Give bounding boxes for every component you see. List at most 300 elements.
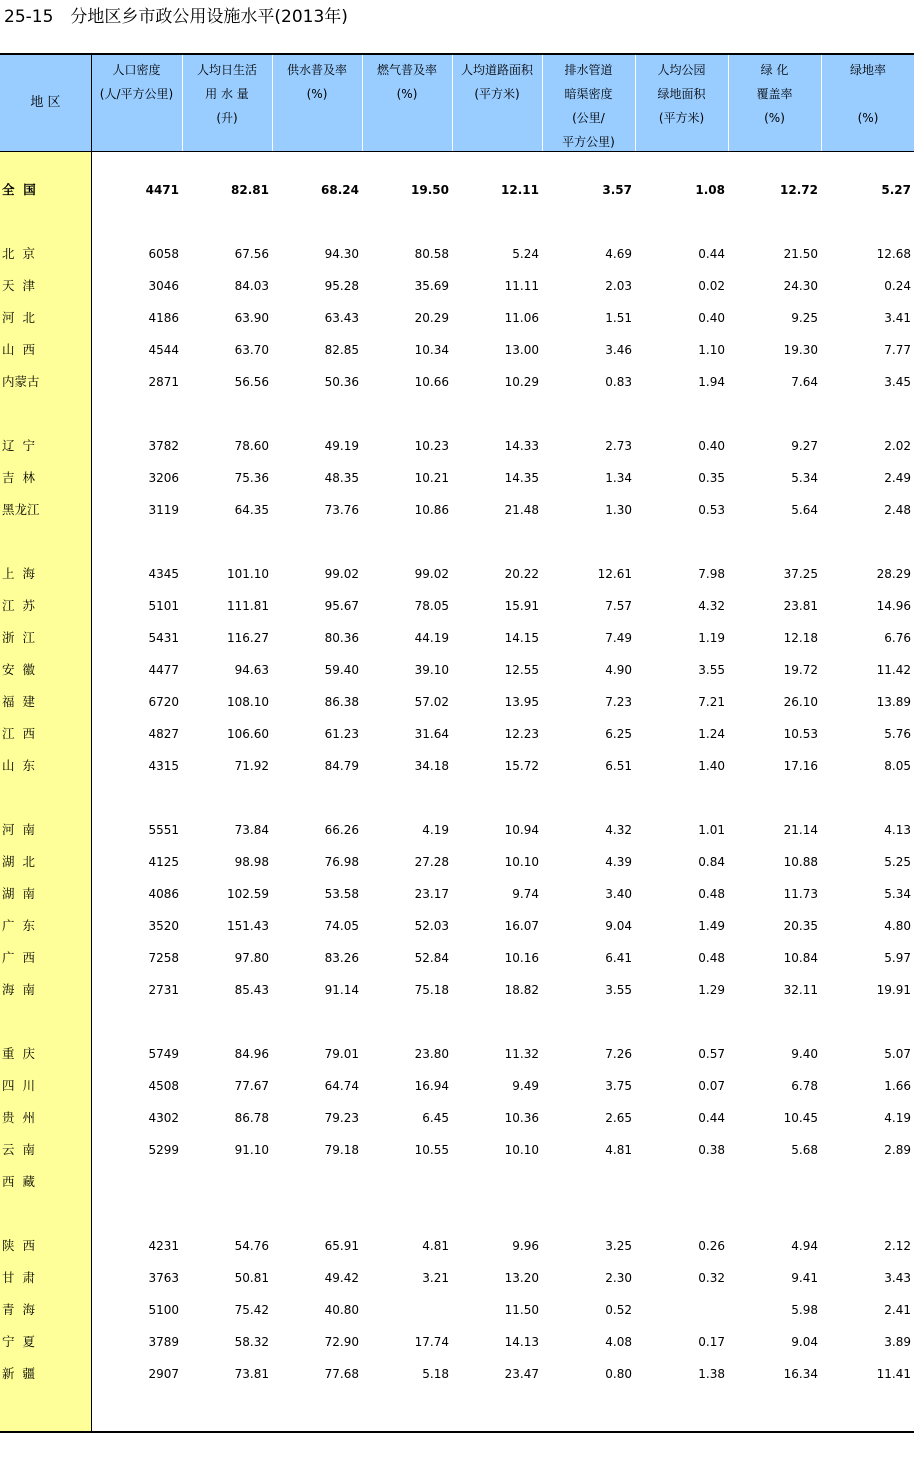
column-header-7: [635, 55, 727, 151]
table-cell: 13.95: [504, 695, 539, 709]
table-row: [0, 276, 914, 296]
data-table: [0, 53, 914, 1433]
table-cell: 106.60: [227, 727, 269, 741]
region-name: 湖 北: [2, 854, 35, 869]
table-cell: 0.07: [698, 1079, 725, 1093]
region-name: 江 苏: [2, 598, 35, 613]
table-cell: 3.21: [422, 1271, 449, 1285]
table-cell: 0.84: [698, 855, 725, 869]
table-cell: 2.48: [884, 503, 911, 517]
table-cell: 1.19: [698, 631, 725, 645]
table-cell: 95.28: [324, 279, 359, 293]
table-cell: 23.17: [414, 887, 449, 901]
region-name: 重 庆: [2, 1046, 35, 1061]
column-header-1: [92, 55, 181, 151]
column-header-line: (平方米): [658, 111, 705, 125]
table-cell: 9.41: [791, 1271, 818, 1285]
table-cell: 12.11: [501, 183, 539, 197]
table-cell: 94.63: [234, 663, 269, 677]
table-cell: 10.86: [414, 503, 449, 517]
region-name: 上 海: [2, 566, 35, 581]
table-cell: 5.64: [791, 503, 818, 517]
table-cell: 64.35: [234, 503, 269, 517]
table-cell: 4.19: [884, 1111, 911, 1125]
column-header-line: 供水普及率: [286, 63, 347, 77]
table-cell: 79.23: [324, 1111, 359, 1125]
table-cell: 7.57: [605, 599, 632, 613]
table-cell: 2.89: [884, 1143, 911, 1157]
table-cell: 63.90: [234, 311, 269, 325]
table-cell: 79.18: [324, 1143, 359, 1157]
table-cell: 7.26: [605, 1047, 632, 1061]
table-cell: 4.90: [605, 663, 632, 677]
table-cell: 40.80: [324, 1303, 359, 1317]
table-cell: 14.13: [504, 1335, 539, 1349]
table-cell: 50.36: [324, 375, 359, 389]
table-cell: 101.10: [227, 567, 269, 581]
table-cell: 53.58: [324, 887, 359, 901]
table-cell: 7.21: [698, 695, 725, 709]
table-cell: 1.49: [698, 919, 725, 933]
table-cell: 10.45: [783, 1111, 818, 1125]
table-cell: 14.33: [504, 439, 539, 453]
table-cell: 20.29: [414, 311, 449, 325]
table-cell: 11.32: [504, 1047, 539, 1061]
table-row: [0, 340, 914, 360]
table-cell: 4.69: [605, 247, 632, 261]
table-cell: 5100: [148, 1303, 179, 1317]
table-cell: 9.49: [512, 1079, 539, 1093]
national-total-row: [0, 180, 914, 200]
table-cell: 4.81: [605, 1143, 632, 1157]
table-cell: 73.76: [324, 503, 359, 517]
table-cell: 7.64: [791, 375, 818, 389]
table-cell: 3.55: [605, 983, 632, 997]
table-cell: 5299: [148, 1143, 179, 1157]
region-name: 黑龙江: [2, 502, 40, 517]
table-cell: 4125: [148, 855, 179, 869]
table-cell: 7.49: [605, 631, 632, 645]
column-header-line: (升): [216, 111, 238, 125]
table-cell: 4827: [148, 727, 179, 741]
table-cell: 10.34: [414, 343, 449, 357]
table-row: [0, 852, 914, 872]
region-name: 北 京: [2, 246, 35, 261]
table-cell: 98.98: [234, 855, 269, 869]
region-name: 江 西: [2, 726, 35, 741]
region-name: 广 西: [2, 950, 35, 965]
table-cell: 7.98: [698, 567, 725, 581]
region-name: 西 藏: [2, 1174, 35, 1189]
table-cell: 5.07: [884, 1047, 911, 1061]
table-cell: 3.45: [884, 375, 911, 389]
table-cell: 1.34: [605, 471, 632, 485]
table-cell: 50.81: [234, 1271, 269, 1285]
region-column-header: 地 区: [30, 95, 61, 110]
table-cell: 16.34: [783, 1367, 818, 1381]
column-header-line: (%): [857, 111, 879, 125]
table-cell: 73.81: [234, 1367, 269, 1381]
column-header-line: 人均日生活: [196, 63, 257, 77]
table-cell: 23.47: [504, 1367, 539, 1381]
table-cell: 91.10: [234, 1143, 269, 1157]
table-cell: 0.02: [698, 279, 725, 293]
table-cell: 13.89: [876, 695, 911, 709]
table-cell: 11.73: [783, 887, 818, 901]
column-header-4: [362, 55, 451, 151]
table-cell: 3.89: [884, 1335, 911, 1349]
table-cell: 4.32: [605, 823, 632, 837]
region-name: 全 国: [2, 182, 36, 197]
table-cell: 35.69: [414, 279, 449, 293]
table-row: [0, 564, 914, 584]
table-cell: 4.94: [791, 1239, 818, 1253]
table-cell: 12.61: [597, 567, 632, 581]
table-cell: 2.65: [605, 1111, 632, 1125]
header-rule: [0, 151, 914, 152]
table-cell: 102.59: [227, 887, 269, 901]
table-row: [0, 1044, 914, 1064]
table-row: [0, 244, 914, 264]
table-row: [0, 1364, 914, 1384]
table-cell: 4302: [148, 1111, 179, 1125]
table-cell: 99.02: [324, 567, 359, 581]
table-cell: 4086: [148, 887, 179, 901]
table-cell: 52.03: [414, 919, 449, 933]
region-name: 浙 江: [2, 630, 35, 645]
table-cell: 3.55: [698, 663, 725, 677]
table-cell: 5.25: [884, 855, 911, 869]
table-row: [0, 916, 914, 936]
table-cell: 99.02: [414, 567, 449, 581]
table-cell: 84.79: [324, 759, 359, 773]
table-row: [0, 1076, 914, 1096]
table-cell: 20.35: [783, 919, 818, 933]
table-cell: 77.67: [234, 1079, 269, 1093]
table-cell: 48.35: [324, 471, 359, 485]
region-name: 安 徽: [2, 662, 35, 677]
table-cell: 3.41: [884, 311, 911, 325]
table-cell: 3119: [148, 503, 179, 517]
table-cell: 11.06: [504, 311, 539, 325]
table-row: [0, 1268, 914, 1288]
table-row: [0, 1300, 914, 1320]
table-cell: 3046: [148, 279, 179, 293]
table-cell: 0.53: [698, 503, 725, 517]
table-bottom-rule: [0, 1431, 914, 1433]
column-header-line: (%): [396, 87, 418, 101]
table-cell: 9.04: [605, 919, 632, 933]
table-cell: 3.40: [605, 887, 632, 901]
table-cell: 61.23: [324, 727, 359, 741]
table-cell: 52.84: [414, 951, 449, 965]
table-cell: 16.07: [504, 919, 539, 933]
table-row: [0, 660, 914, 680]
table-cell: 9.40: [791, 1047, 818, 1061]
table-cell: 28.29: [876, 567, 911, 581]
table-cell: 4508: [148, 1079, 179, 1093]
column-header-line: (%): [306, 87, 328, 101]
table-cell: 71.92: [234, 759, 269, 773]
table-cell: 12.18: [783, 631, 818, 645]
table-cell: 59.40: [324, 663, 359, 677]
table-cell: 73.84: [234, 823, 269, 837]
table-cell: 0.52: [605, 1303, 632, 1317]
table-cell: 116.27: [227, 631, 269, 645]
table-cell: 74.05: [324, 919, 359, 933]
table-cell: 0.40: [698, 311, 725, 325]
table-cell: 4.08: [605, 1335, 632, 1349]
table-cell: 4477: [148, 663, 179, 677]
region-name: 福 建: [2, 694, 35, 709]
table-cell: 10.88: [783, 855, 818, 869]
table-cell: 3.43: [884, 1271, 911, 1285]
region-name: 青 海: [2, 1302, 35, 1317]
column-header-line: 排水管道: [564, 63, 613, 77]
column-header-line: (人/平方公里): [99, 87, 174, 101]
table-cell: 10.29: [504, 375, 539, 389]
table-cell: 9.74: [512, 887, 539, 901]
table-cell: 10.16: [504, 951, 539, 965]
table-cell: 37.25: [783, 567, 818, 581]
table-cell: 1.40: [698, 759, 725, 773]
table-row: [0, 596, 914, 616]
column-header-line: [822, 82, 914, 106]
table-cell: 18.82: [504, 983, 539, 997]
table-cell: 64.74: [324, 1079, 359, 1093]
column-header-line: 暗渠密度: [564, 87, 613, 101]
table-cell: 2731: [148, 983, 179, 997]
table-cell: 151.43: [227, 919, 269, 933]
table-cell: 80.58: [414, 247, 449, 261]
table-cell: 3782: [148, 439, 179, 453]
table-cell: 86.38: [324, 695, 359, 709]
table-cell: 0.17: [698, 1335, 725, 1349]
column-header-line: (平方米): [474, 87, 520, 101]
table-cell: 0.26: [698, 1239, 725, 1253]
table-cell: 0.57: [698, 1047, 725, 1061]
table-cell: 78.60: [234, 439, 269, 453]
table-cell: 1.94: [698, 375, 725, 389]
table-cell: 54.76: [234, 1239, 269, 1253]
table-cell: 13.00: [504, 343, 539, 357]
table-cell: 2.30: [605, 1271, 632, 1285]
table-cell: 19.72: [783, 663, 818, 677]
table-cell: 2.03: [605, 279, 632, 293]
table-cell: 91.14: [324, 983, 359, 997]
table-cell: 6058: [148, 247, 179, 261]
column-header-5: [452, 55, 541, 151]
table-cell: 6.45: [422, 1111, 449, 1125]
table-cell: 5.27: [881, 183, 911, 197]
table-cell: 3.46: [605, 343, 632, 357]
table-cell: 76.98: [324, 855, 359, 869]
table-cell: 6.25: [605, 727, 632, 741]
table-cell: 4345: [148, 567, 179, 581]
table-cell: 10.36: [504, 1111, 539, 1125]
region-name: 新 疆: [2, 1366, 35, 1381]
region-name: 内蒙古: [2, 374, 40, 389]
table-cell: 1.38: [698, 1367, 725, 1381]
table-cell: 66.26: [324, 823, 359, 837]
table-cell: 4186: [148, 311, 179, 325]
table-cell: 0.35: [698, 471, 725, 485]
table-cell: 39.10: [414, 663, 449, 677]
region-name: 山 西: [2, 342, 35, 357]
table-cell: 10.84: [783, 951, 818, 965]
table-row: [0, 948, 914, 968]
table-cell: 2.12: [884, 1239, 911, 1253]
region-name: 宁 夏: [2, 1334, 35, 1349]
table-cell: 49.19: [324, 439, 359, 453]
table-cell: 5.18: [422, 1367, 449, 1381]
table-cell: 63.70: [234, 343, 269, 357]
region-name: 山 东: [2, 758, 35, 773]
region-name: 四 川: [2, 1078, 35, 1093]
table-cell: 0.80: [605, 1367, 632, 1381]
table-cell: 21.50: [783, 247, 818, 261]
table-cell: 3789: [148, 1335, 179, 1349]
table-row: [0, 500, 914, 520]
table-row: [0, 692, 914, 712]
table-cell: 21.14: [783, 823, 818, 837]
region-name: 甘 肃: [2, 1270, 35, 1285]
table-cell: 14.35: [504, 471, 539, 485]
table-row: [0, 756, 914, 776]
table-cell: 97.80: [234, 951, 269, 965]
table-cell: 0.24: [884, 279, 911, 293]
table-cell: 65.91: [324, 1239, 359, 1253]
table-cell: 77.68: [324, 1367, 359, 1381]
column-header-line: 覆盖率: [756, 87, 793, 101]
table-cell: 17.16: [783, 759, 818, 773]
table-cell: 2907: [148, 1367, 179, 1381]
table-cell: 1.30: [605, 503, 632, 517]
table-cell: 0.48: [698, 951, 725, 965]
table-cell: 3.57: [602, 183, 632, 197]
table-cell: 3763: [148, 1271, 179, 1285]
table-cell: 78.05: [414, 599, 449, 613]
table-cell: 1.66: [884, 1079, 911, 1093]
table-cell: 11.50: [504, 1303, 539, 1317]
table-cell: 32.11: [783, 983, 818, 997]
column-header-2: [182, 55, 271, 151]
table-cell: 5.97: [884, 951, 911, 965]
table-row: [0, 628, 914, 648]
table-cell: 1.29: [698, 983, 725, 997]
table-row: [0, 468, 914, 488]
region-name: 云 南: [2, 1142, 35, 1157]
table-cell: 15.91: [504, 599, 539, 613]
table-cell: 14.15: [504, 631, 539, 645]
column-header-line: 绿地面积: [657, 87, 706, 101]
table-cell: 0.38: [698, 1143, 725, 1157]
column-header-line: 用 水 量: [205, 87, 249, 101]
table-cell: 80.36: [324, 631, 359, 645]
table-cell: 111.81: [227, 599, 269, 613]
table-cell: 13.20: [504, 1271, 539, 1285]
table-cell: 24.30: [783, 279, 818, 293]
table-cell: 12.55: [504, 663, 539, 677]
table-cell: 19.30: [783, 343, 818, 357]
table-cell: 26.10: [783, 695, 818, 709]
table-row: [0, 884, 914, 904]
table-cell: 19.50: [411, 183, 449, 197]
table-cell: 0.44: [698, 1111, 725, 1125]
table-row: [0, 1236, 914, 1256]
table-cell: 11.42: [876, 663, 911, 677]
table-cell: 5749: [148, 1047, 179, 1061]
table-cell: 4315: [148, 759, 179, 773]
table-cell: 63.43: [324, 311, 359, 325]
table-cell: 3520: [148, 919, 179, 933]
region-name: 海 南: [2, 982, 35, 997]
table-cell: 14.96: [876, 599, 911, 613]
table-cell: 10.21: [414, 471, 449, 485]
table-cell: 82.81: [231, 183, 269, 197]
table-row: [0, 1108, 914, 1128]
region-name: 湖 南: [2, 886, 35, 901]
table-cell: 19.91: [876, 983, 911, 997]
region-name: 河 南: [2, 822, 35, 837]
table-cell: 3206: [148, 471, 179, 485]
table-cell: 15.72: [504, 759, 539, 773]
column-header-line: 人均公园: [657, 63, 706, 77]
region-name: 天 津: [2, 278, 35, 293]
table-row: [0, 436, 914, 456]
table-row: [0, 372, 914, 392]
table-cell: 0.48: [698, 887, 725, 901]
table-cell: 7258: [148, 951, 179, 965]
table-row: [0, 724, 914, 744]
table-cell: 5.34: [791, 471, 818, 485]
table-cell: 4.32: [698, 599, 725, 613]
table-cell: 57.02: [414, 695, 449, 709]
table-cell: 0.32: [698, 1271, 725, 1285]
table-cell: 5101: [148, 599, 179, 613]
table-cell: 9.04: [791, 1335, 818, 1349]
table-cell: 6720: [148, 695, 179, 709]
table-cell: 44.19: [414, 631, 449, 645]
table-cell: 6.78: [791, 1079, 818, 1093]
column-header-line: (公里/: [572, 111, 605, 125]
table-cell: 6.51: [605, 759, 632, 773]
table-cell: 9.25: [791, 311, 818, 325]
table-cell: 10.55: [414, 1143, 449, 1157]
column-header-line: 燃气普及率: [376, 63, 437, 77]
table-cell: 3.75: [605, 1079, 632, 1093]
table-cell: 9.96: [512, 1239, 539, 1253]
table-cell: 7.77: [884, 343, 911, 357]
table-cell: 6.41: [605, 951, 632, 965]
table-cell: 0.83: [605, 375, 632, 389]
table-cell: 20.22: [504, 567, 539, 581]
table-cell: 10.23: [414, 439, 449, 453]
table-cell: 16.94: [414, 1079, 449, 1093]
table-cell: 4544: [148, 343, 179, 357]
table-cell: 2.02: [884, 439, 911, 453]
table-cell: 58.32: [234, 1335, 269, 1349]
table-cell: 5.34: [884, 887, 911, 901]
table-cell: 10.53: [783, 727, 818, 741]
table-cell: 5551: [148, 823, 179, 837]
table-cell: 67.56: [234, 247, 269, 261]
table-cell: 75.36: [234, 471, 269, 485]
table-cell: 11.11: [504, 279, 539, 293]
column-header-line: 人口密度: [112, 63, 161, 77]
table-cell: 82.85: [324, 343, 359, 357]
region-name: 贵 州: [2, 1110, 35, 1125]
